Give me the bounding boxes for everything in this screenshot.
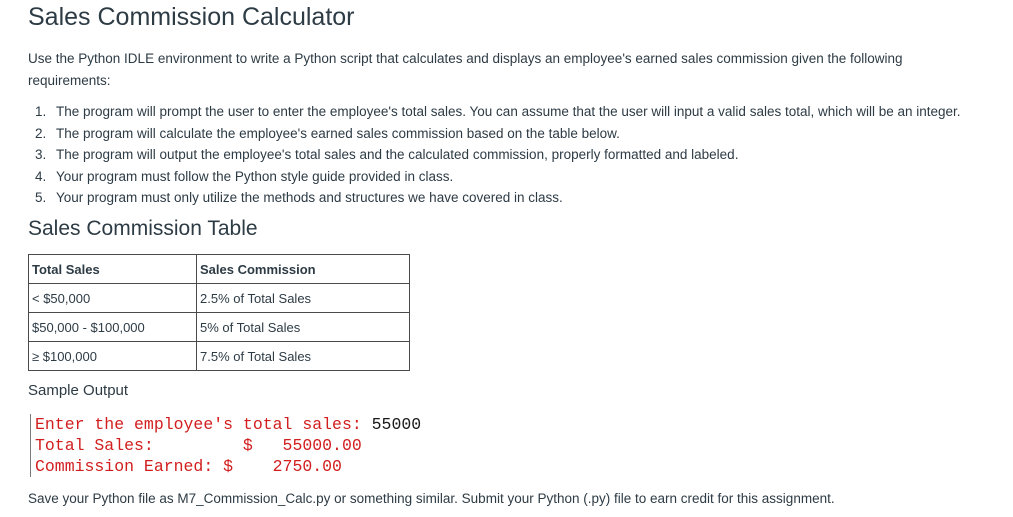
- submission-instructions: Save your Python file as M7_Commission_Calc.py or something similar. Submit your Python (.py) file to earn credit for this assignment.: [28, 491, 835, 506]
- list-item-text: The program will calculate the employee's earned sales commission based on the table below.: [56, 125, 620, 141]
- requirements-list: [28, 101, 961, 209]
- console-line: Total Sales: $ 55000.00: [35, 436, 362, 455]
- list-item: [28, 101, 961, 123]
- console-line: [35, 414, 421, 435]
- table-cell: < $50,000: [29, 284, 197, 313]
- table-row: [29, 284, 410, 313]
- list-item-number: 4.: [35, 168, 47, 184]
- list-item: [28, 123, 961, 145]
- table-cell: 5% of Total Sales: [197, 313, 410, 342]
- list-item: [28, 187, 961, 209]
- table-cell: $50,000 - $100,000: [29, 313, 197, 342]
- list-item-text: Your program must only utilize the methods and structures we have covered in class.: [56, 190, 563, 205]
- table-row: [29, 342, 410, 371]
- list-item: [28, 144, 961, 166]
- table-cell: 2.5% of Total Sales: [197, 284, 410, 313]
- page-title: Sales Commission Calculator: [28, 3, 355, 31]
- list-item-number: 5.: [35, 190, 47, 205]
- list-item: [28, 166, 961, 188]
- commission-table: [28, 254, 410, 371]
- table-header-cell: Sales Commission: [197, 255, 410, 284]
- sample-output-label: Sample Output: [28, 382, 129, 399]
- table-heading: Sales Commission Table: [28, 217, 258, 240]
- table-cell: ≥ $100,000: [29, 342, 197, 371]
- console-line: Commission Earned: $ 2750.00: [35, 457, 342, 476]
- table-header-cell: Total Sales: [29, 255, 197, 284]
- table-cell: 7.5% of Total Sales: [197, 342, 410, 371]
- list-item-number: 2.: [35, 125, 47, 141]
- list-item-text: The program will prompt the user to enter the employee's total sales. You can assume that the user will input a valid sales total, which will be an integer.: [56, 104, 961, 119]
- table-header-row: [29, 255, 410, 284]
- list-item-text: The program will output the employee's total sales and the calculated commission, properly formatted and labeled.: [56, 147, 739, 162]
- console-prompt: Enter the employee's total sales:: [35, 415, 372, 434]
- list-item-text: Your program must follow the Python style guide provided in class.: [56, 168, 454, 184]
- console-user-input: 55000: [371, 415, 422, 434]
- list-item-number: 3.: [35, 147, 47, 162]
- list-item-number: 1.: [35, 104, 47, 119]
- table-row: [29, 313, 410, 342]
- intro-paragraph: Use the Python IDLE environment to write a Python script that calculates and displays an employee's earned sales commission given the following requirements:: [28, 51, 903, 88]
- sample-console-output: [30, 414, 421, 477]
